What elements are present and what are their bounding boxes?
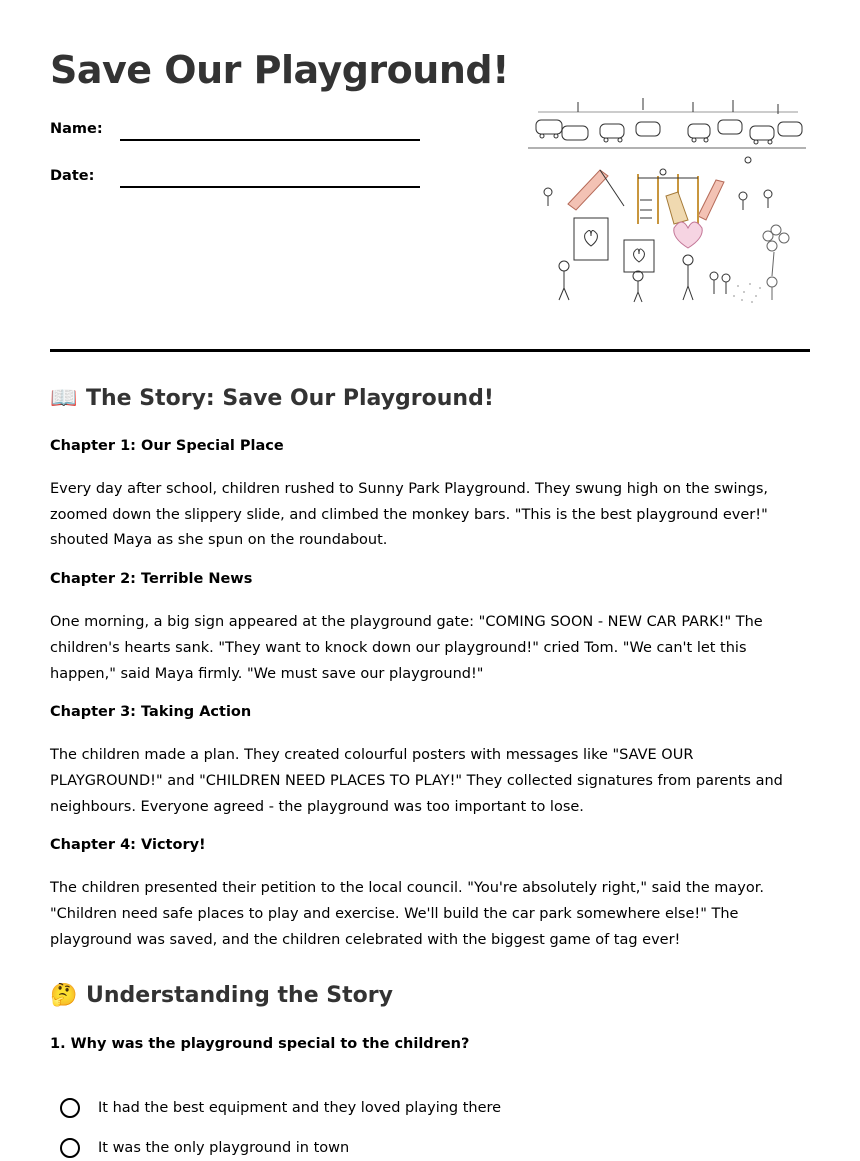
- poster-icon: [574, 218, 702, 272]
- name-label: Name:: [50, 121, 103, 137]
- radio-button[interactable]: [60, 1138, 80, 1158]
- question-1: 1. Why was the playground special to the children?: [50, 1036, 470, 1053]
- chapter-text: Every day after school, children rushed to Sunny Park Playground. They swung high on the swings, zoomed down the slippery slide, and climbed the monkey bars. "This is the best playground ever!" shouted Maya as she spun on the roundabout.: [50, 481, 769, 549]
- car-park-icon: [528, 98, 806, 148]
- chapter-text: The children presented their petition to the local council. "You're absolutely right," said the mayor. "Children need safe places to play and exercise. We'll build the car park somewhere else!" The playground was saved, and the children celebrated with the biggest game of tag ever!: [50, 880, 764, 948]
- confetti-icon: [733, 283, 761, 303]
- book-icon: 📖: [50, 386, 78, 411]
- story-heading-text: The Story: Save Our Playground!: [86, 386, 494, 411]
- chapter-text: The children made a plan. They created colourful posters with messages like "SAVE OUR PLAYGROUND!" and "CHILDREN NEED PLACES TO PLAY!" They collected signatures from parents and neighbours. Everyone agreed - the playground was too important to lose.: [50, 747, 783, 815]
- understanding-heading-text: Understanding the Story: [86, 983, 393, 1009]
- radio-button[interactable]: [60, 1098, 80, 1118]
- chapter-title: Chapter 2: Terrible News: [50, 571, 253, 588]
- page-title: Save Our Playground!: [50, 48, 509, 92]
- thinking-face-icon: 🤔: [50, 983, 78, 1009]
- chapter-text: One morning, a big sign appeared at the playground gate: "COMING SOON - NEW CAR PARK!" The children's hearts sank. "They want to knock down our playground!" cried Tom. "We can't let this happen," said Maya firmly. "We must save our playground!": [50, 614, 763, 682]
- climbing-frame-icon: [638, 174, 698, 224]
- date-label: Date:: [50, 168, 95, 184]
- name-field[interactable]: [50, 121, 420, 137]
- chapter-title: Chapter 3: Taking Action: [50, 704, 252, 721]
- date-field[interactable]: [50, 168, 420, 184]
- date-line[interactable]: [120, 186, 420, 188]
- section-divider: [50, 349, 810, 352]
- answer-option-label: It was the only playground in town: [98, 1140, 350, 1157]
- story-content: [50, 386, 810, 1158]
- answer-option[interactable]: [60, 1138, 810, 1158]
- answer-option-label: It had the best equipment and they loved playing there: [98, 1100, 502, 1117]
- name-line[interactable]: [120, 139, 420, 141]
- story-heading: [50, 386, 810, 411]
- understanding-heading: [50, 983, 810, 1008]
- chapter-title: Chapter 4: Victory!: [50, 837, 206, 854]
- answer-option[interactable]: [60, 1098, 810, 1118]
- chapter-title: Chapter 1: Our Special Place: [50, 438, 284, 454]
- playground-illustration: [528, 96, 808, 306]
- balloons-icon: [763, 225, 789, 300]
